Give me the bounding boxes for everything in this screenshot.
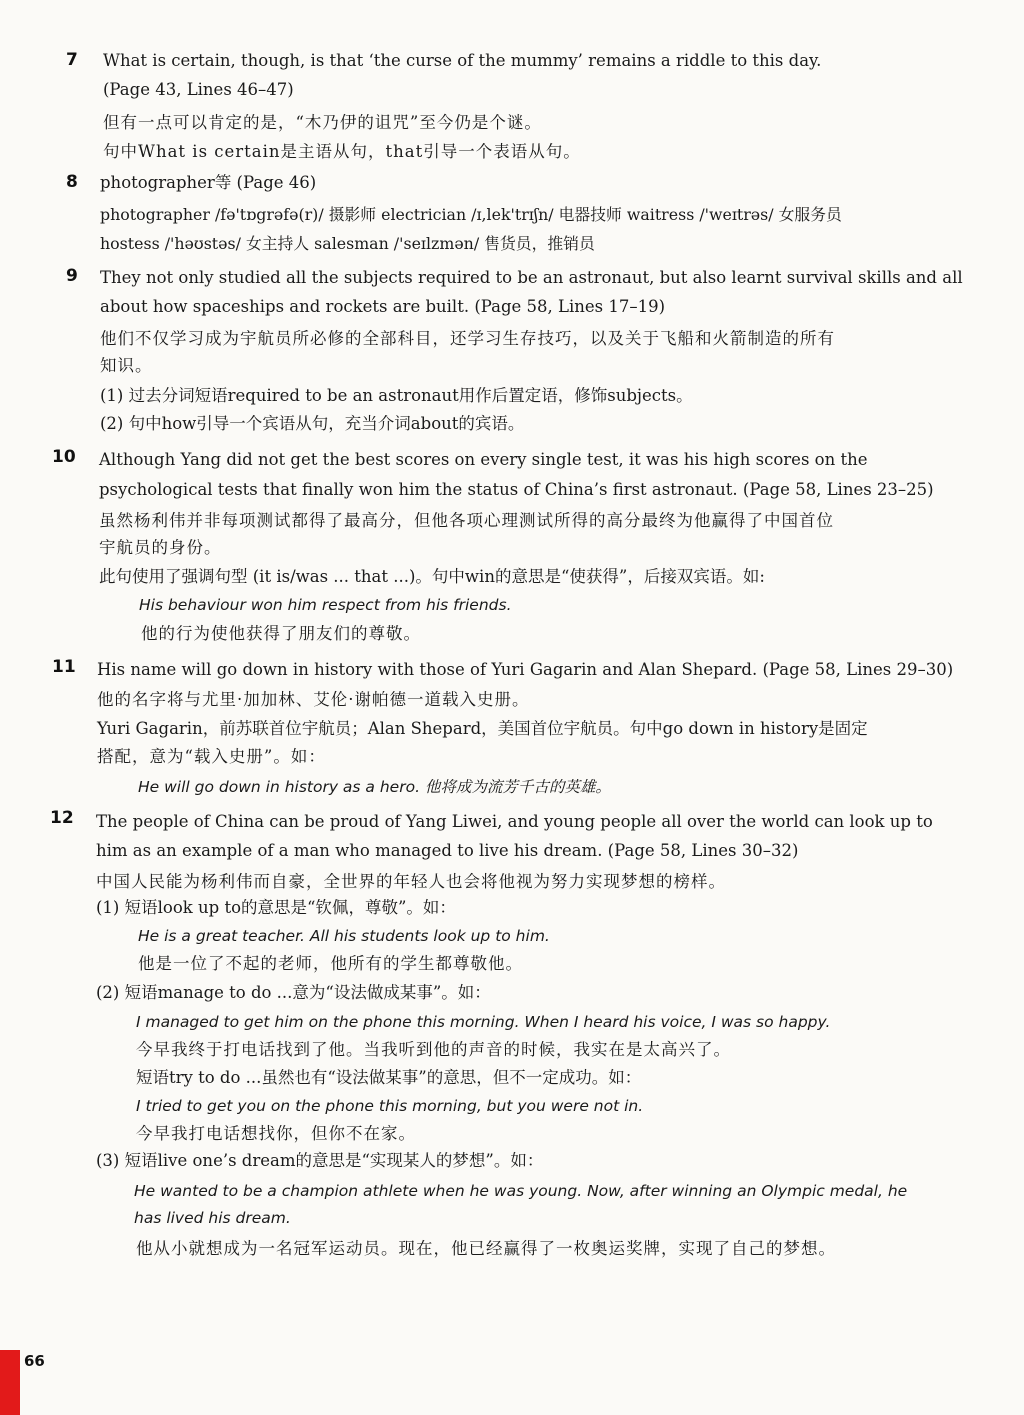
entry-reference: (Page 43, Lines 46–47) bbox=[103, 80, 294, 99]
example-sentence: His behaviour won him respect from his friends. bbox=[139, 596, 512, 614]
entry-note: 句中What is certain是主语从句，that引导一个表语从句。 bbox=[103, 142, 581, 161]
note-contrast: 短语try to do ...虽然也有“设法做某事”的意思，但不一定成功。如： bbox=[136, 1068, 642, 1087]
example-translation: 他是一位了不起的老师，他所有的学生都尊敬他。 bbox=[138, 954, 523, 973]
example-sentence: He will go down in history as a hero. 他将成为流芳千古的英雄。 bbox=[138, 778, 611, 796]
entry-sentence: His name will go down in history with those of Yuri Gagarin and Alan Shepard. (Page 58, Lines 29–30) bbox=[97, 660, 954, 679]
entry-number: 12 bbox=[50, 808, 74, 828]
note-2: (2) 短语manage to do ...意为“设法做成某事”。如： bbox=[96, 983, 491, 1002]
vocab-line: hostess /'həʊstəs/ 女主持人 salesman /'seɪlzmən/ 售货员，推销员 bbox=[100, 234, 595, 253]
example-sentence: He wanted to be a champion athlete when he was young. Now, after winning an Olympic medal, he bbox=[134, 1182, 908, 1200]
example-sentence: He is a great teacher. All his students look up to him. bbox=[138, 927, 550, 945]
entry-sentence: Although Yang did not get the best scores on every single test, it was his high scores on the bbox=[99, 450, 868, 469]
entry-number: 10 bbox=[52, 447, 76, 467]
entry-sentence-cont: him as an example of a man who managed to live his dream. (Page 58, Lines 30–32) bbox=[96, 841, 799, 860]
entry-sentence-cont: psychological tests that finally won him the status of China’s first astronaut. (Page 58, Lines 23–25) bbox=[99, 480, 934, 499]
example-sentence-cont: has lived his dream. bbox=[134, 1209, 291, 1227]
note-1: (1) 短语look up to的意思是“钦佩，尊敬”。如： bbox=[96, 898, 456, 917]
entry-sentence-cont: about how spaceships and rockets are built. (Page 58, Lines 17–19) bbox=[100, 297, 666, 316]
entry-sentence: The people of China can be proud of Yang Liwei, and young people all over the world can look up to bbox=[96, 812, 933, 831]
entry-translation-cont: 知识。 bbox=[100, 356, 153, 375]
page-color-bar bbox=[0, 1350, 20, 1415]
example-sentence: I tried to get you on the phone this morning, but you were not in. bbox=[136, 1097, 644, 1115]
entry-sentence: What is certain, though, is that ‘the curse of the mummy’ remains a riddle to this day. bbox=[103, 51, 822, 70]
example-translation: 今早我终于打电话找到了他。当我听到他的声音的时候，我实在是太高兴了。 bbox=[136, 1040, 731, 1059]
vocab-line: photographer /fə'tɒgrəfə(r)/ 摄影师 electrician /ɪ,lek'trɪʃn/ 电器技师 waitress /'weɪtrəs/ 女服务员 bbox=[100, 205, 842, 224]
entry-note: 此句使用了强调句型 (it is/was ... that ...)。句中win的意思是“使获得”，后接双宾语。如: bbox=[99, 567, 765, 586]
entry-translation: 他们不仅学习成为宇航员所必修的全部科目，还学习生存技巧，以及关于飞船和火箭制造的所有 bbox=[100, 329, 835, 348]
entry-number: 11 bbox=[52, 657, 76, 677]
example-translation: 他从小就想成为一名冠军运动员。现在，他已经赢得了一枚奥运奖牌，实现了自己的梦想。 bbox=[136, 1239, 836, 1258]
entry-number: 7 bbox=[66, 50, 78, 70]
example-translation: 他的行为使他获得了朋友们的尊敬。 bbox=[141, 624, 421, 643]
entry-translation: 但有一点可以肯定的是，“木乃伊的诅咒”至今仍是个谜。 bbox=[103, 113, 542, 132]
example-translation: 今早我打电话想找你，但你不在家。 bbox=[136, 1124, 416, 1143]
entry-note-cont: 搭配，意为“载入史册”。如： bbox=[97, 747, 326, 766]
entry-translation: 他的名字将与尤里·加加林、艾伦·谢帕德一道载入史册。 bbox=[97, 690, 530, 709]
example-sentence: I managed to get him on the phone this morning. When I heard his voice, I was so happy. bbox=[136, 1013, 831, 1031]
entry-translation-cont: 宇航员的身份。 bbox=[99, 538, 222, 557]
entry-translation: 中国人民能为杨利伟而自豪，全世界的年轻人也会将他视为努力实现梦想的榜样。 bbox=[96, 872, 726, 891]
note-3: (3) 短语live one’s dream的意思是“实现某人的梦想”。如： bbox=[96, 1151, 544, 1170]
entry-sentence: They not only studied all the subjects required to be an astronaut, but also learnt survival skills and all bbox=[100, 268, 963, 287]
entry-translation: 虽然杨利伟并非每项测试都得了最高分，但他各项心理测试所得的高分最终为他赢得了中国首位 bbox=[99, 511, 834, 530]
entry-number: 9 bbox=[66, 266, 78, 286]
entry-note: Yuri Gagarin，前苏联首位宇航员；Alan Shepard，美国首位宇航员。句中go down in history是固定 bbox=[97, 719, 868, 738]
entry-number: 8 bbox=[66, 172, 78, 192]
note-1: (1) 过去分词短语required to be an astronaut用作后置定语，修饰subjects。 bbox=[100, 386, 693, 405]
page-number: 66 bbox=[24, 1352, 45, 1370]
entry-sentence: photographer等 (Page 46) bbox=[100, 173, 317, 192]
note-2: (2) 句中how引导一个宾语从句，充当介词about的宾语。 bbox=[100, 414, 525, 433]
